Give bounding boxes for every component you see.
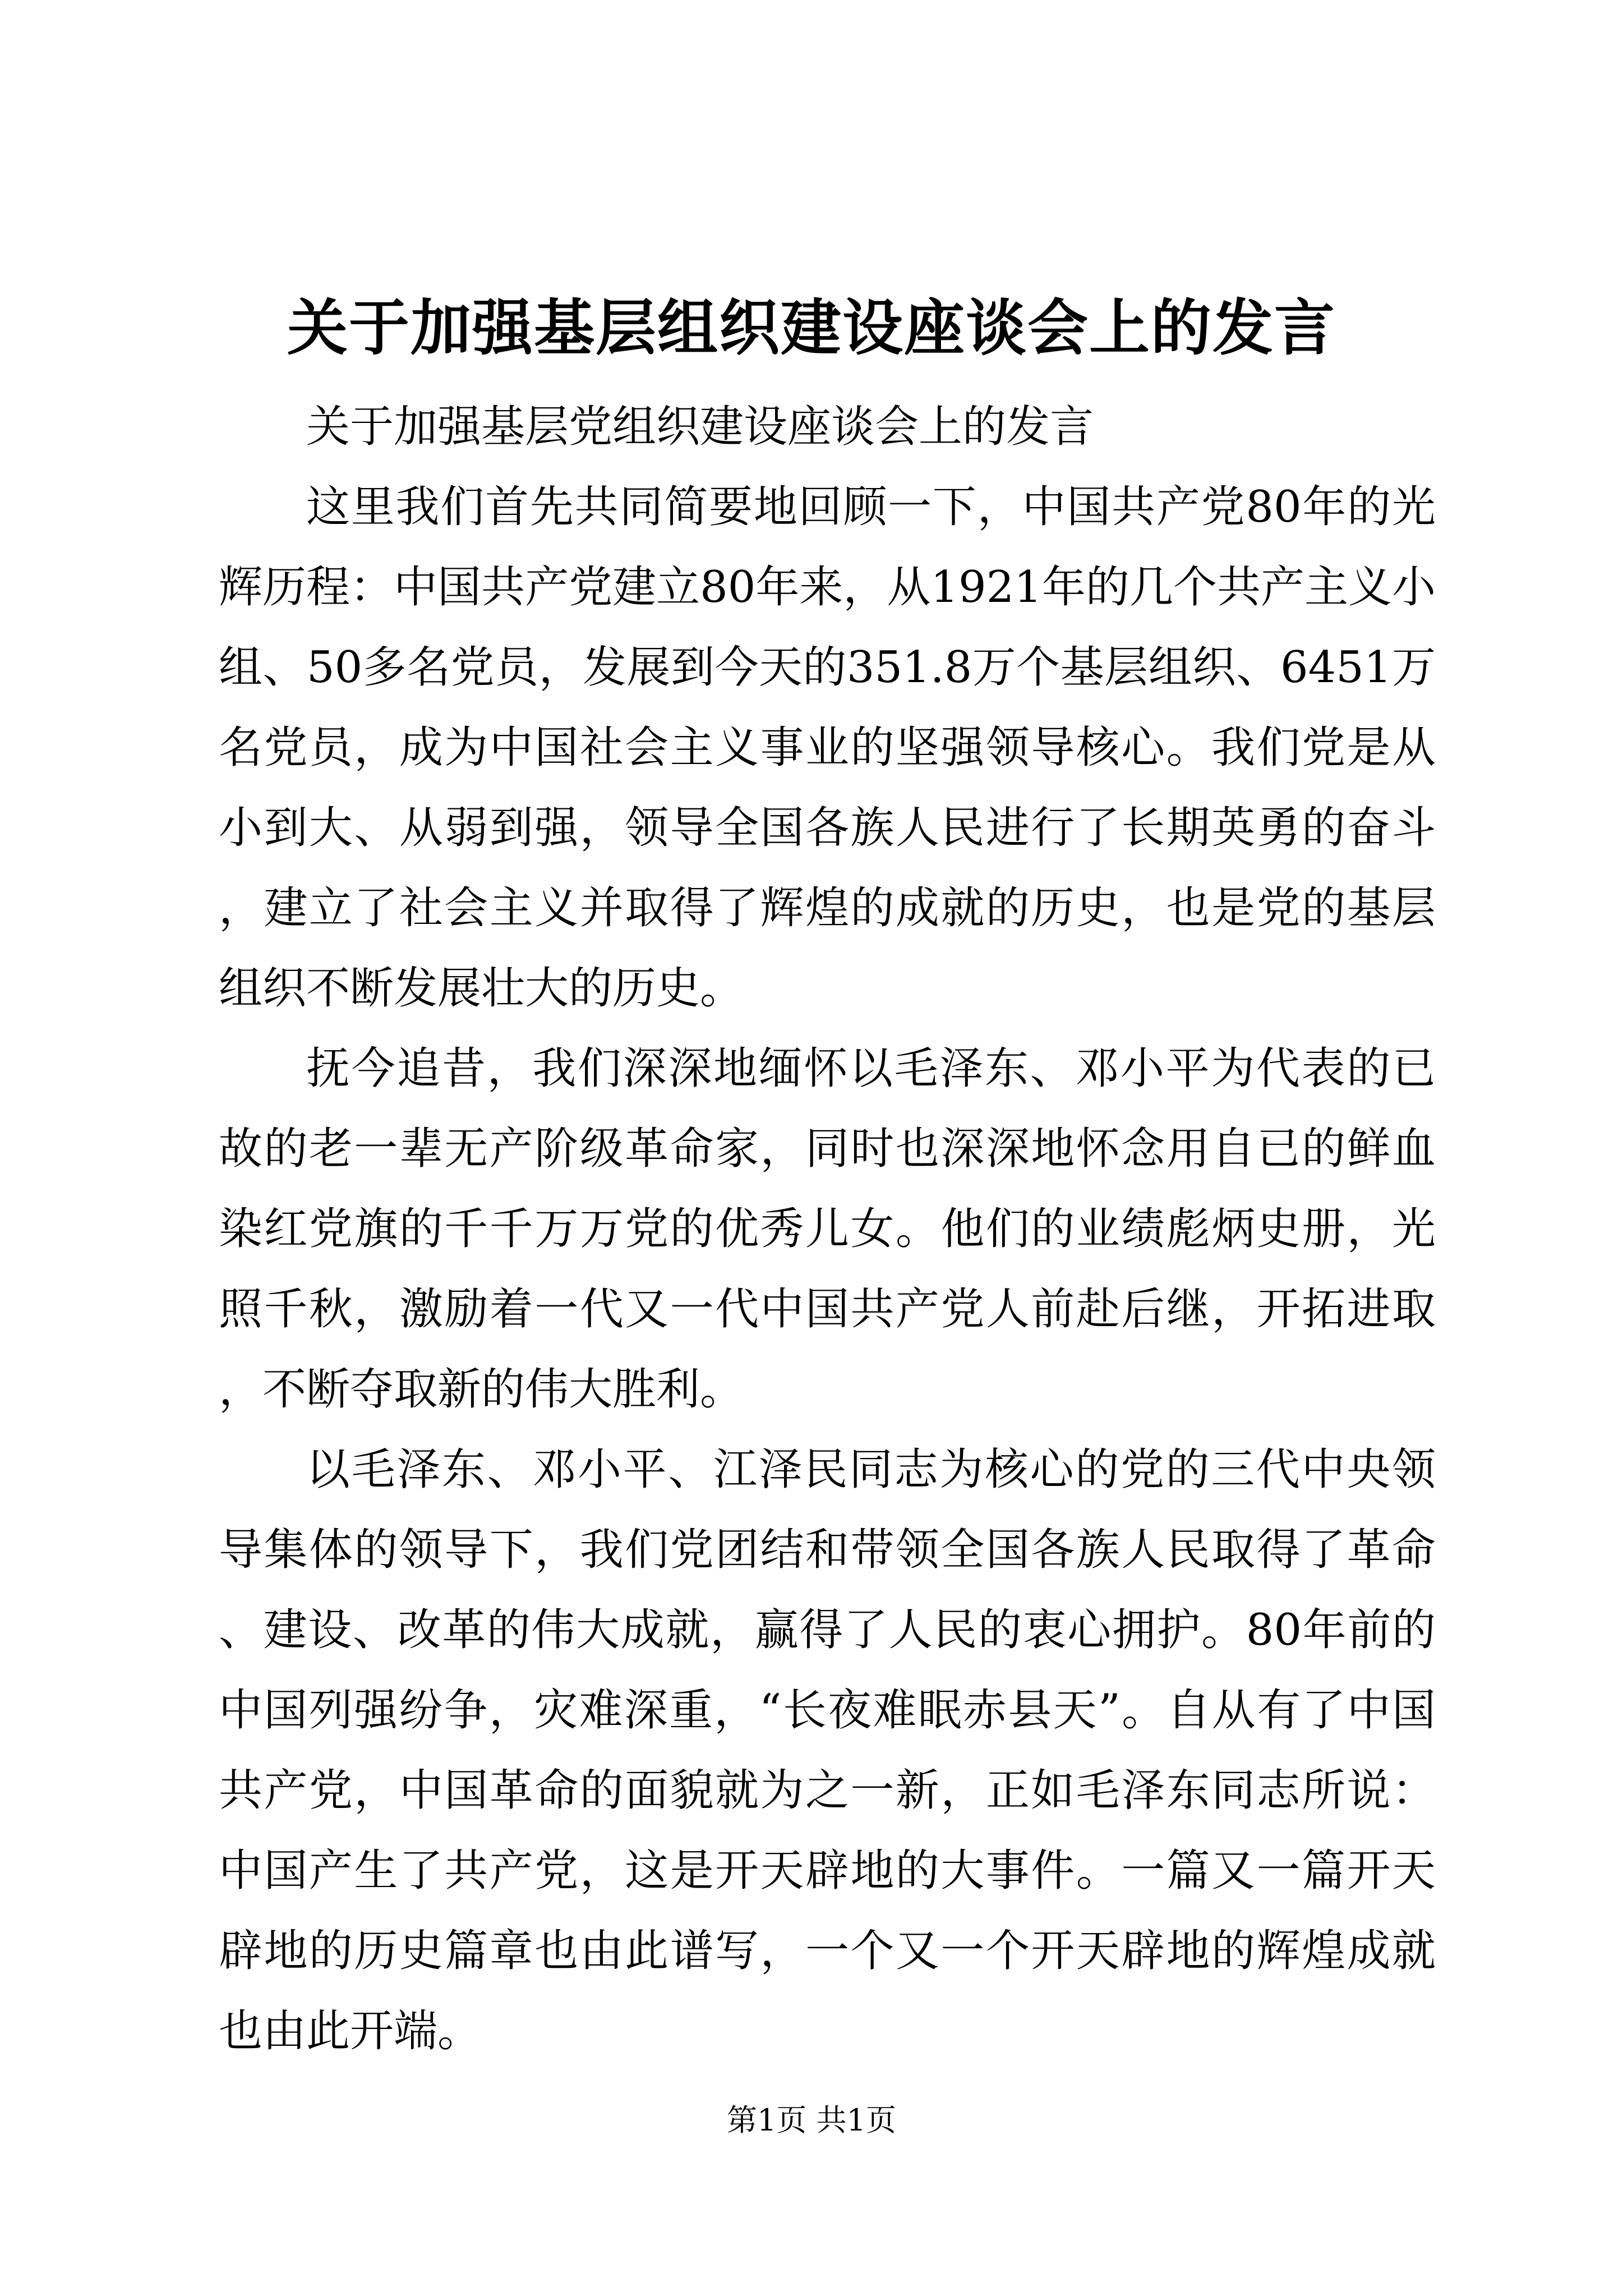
body-paragraph: 抚今追昔，我们深深地缅怀以毛泽东、邓小平为代表的已故的老一辈无产阶级革命家，同时也深深地怀念用自已的鲜血染红党旗的千千万万党的优秀儿女。他们的业绩彪炳史册，光照千秋，激励着一代又一代中国共产党人前赴后继，开拓进取，不断夺取新的伟大胜利。 [219, 1043, 1436, 1415]
page-number-footer: 第1页 共1页 [727, 2102, 896, 2138]
body-paragraph: 这里我们首先共同简要地回顾一下，中国共产党80年的光辉历程：中国共产党建立80年来，从1921年的几个共产主义小组、50多名党员，发展到今天的351.8万个基层组织、6451万名党员，成为中国社会主义事业的坚强领导核心。我们党是从小到大、从弱到强，领导全国各族人民进行了长期英勇的奋斗，建立了社会主义并取得了辉煌的成就的历史，也是党的基层组织不断发展壮大的历史。 [219, 482, 1436, 1014]
body-paragraph: 以毛泽东、邓小平、江泽民同志为核心的党的三代中央领导集体的领导下，我们党团结和带领全国各族人民取得了革命、建设、改革的伟大成就，赢得了人民的衷心拥护。80年前的中国列强纷争，灾难深重，“长夜难眠赤县天”。自从有了中国共产党，中国革命的面貌就为之一新，正如毛泽东同志所说：中国产生了共产党，这是开天辟地的大事件。一篇又一篇开天辟地的历史篇章也由此谱写，一个又一个开天辟地的辉煌成就也由此开端。 [219, 1444, 1436, 2056]
subtitle-paragraph: 关于加强基层党组织建设座谈会上的发言 [306, 402, 1094, 452]
document-title: 关于加强基层组织建设座谈会上的发言 [287, 293, 1336, 364]
document-body [219, 387, 1436, 2072]
